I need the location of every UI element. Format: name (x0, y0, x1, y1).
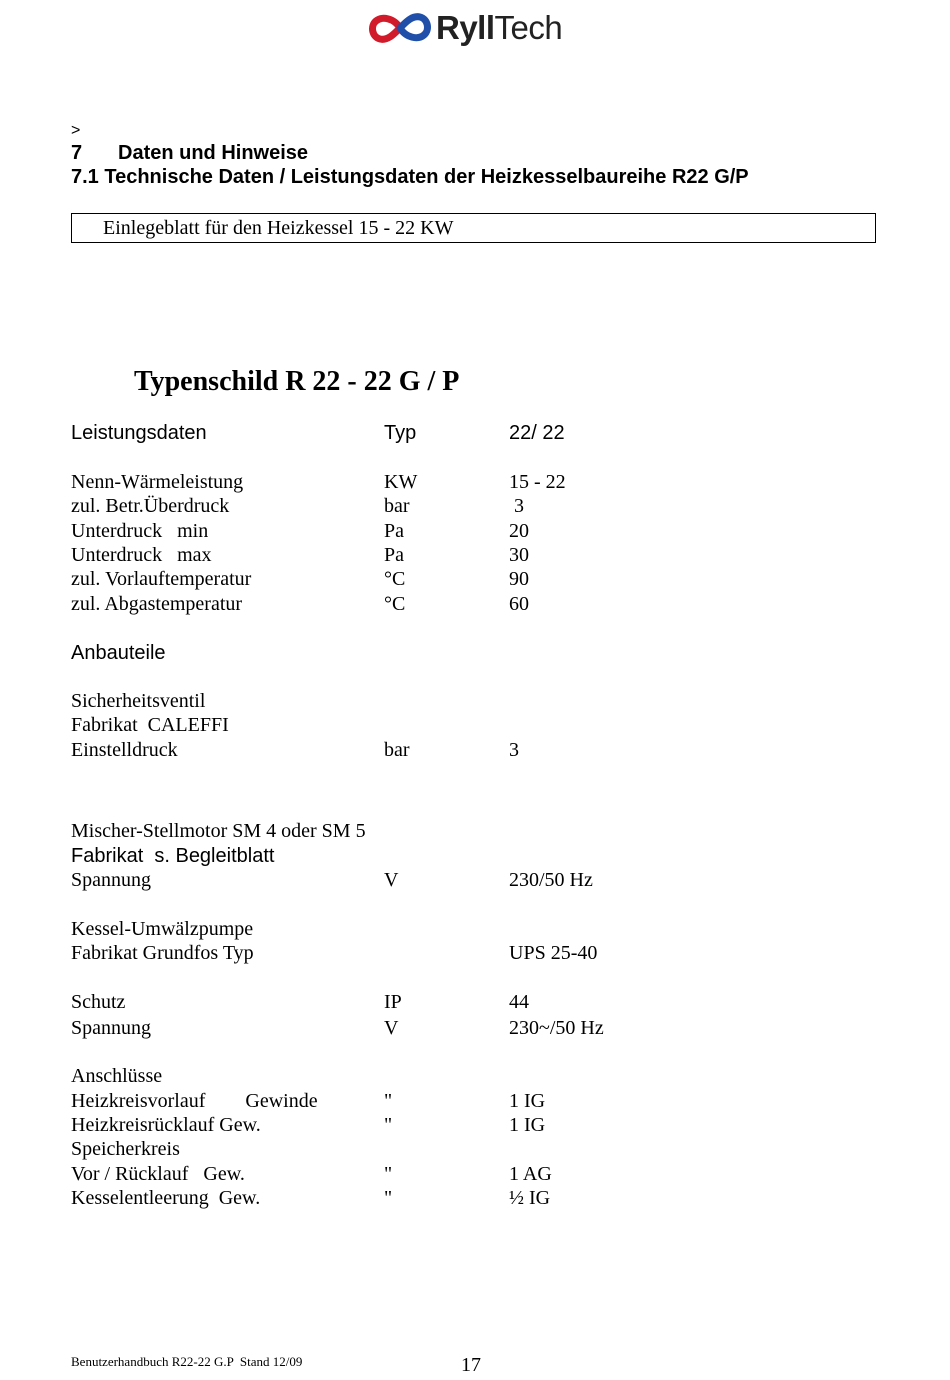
marker-symbol: > (71, 122, 81, 139)
performance-header-unit: Typ (384, 422, 417, 444)
table-row (71, 845, 871, 869)
table-row (71, 1138, 871, 1162)
table-row (71, 1017, 871, 1041)
row-label: Spannung (71, 1017, 151, 1039)
table-row (71, 869, 871, 893)
row-unit: °C (384, 568, 406, 590)
row-value: 3 (509, 739, 519, 761)
ryll-tech-logo (368, 8, 562, 48)
row-label: Fabrikat CALEFFI (71, 714, 229, 736)
section-heading: 7.1 Technische Daten / Leistungsdaten der Heizkesselbaureihe R22 G/P (71, 166, 749, 188)
performance-header-row (71, 422, 871, 446)
row-label: Kesselentleerung Gew. (71, 1187, 261, 1209)
row-unit: " (384, 1090, 393, 1112)
table-row (71, 739, 871, 763)
table-row (71, 690, 871, 714)
row-value: 3 (509, 495, 524, 517)
table-row (71, 918, 871, 942)
row-unit: bar (384, 495, 410, 517)
type-plate-title: Typenschild R 22 - 22 G / P (134, 366, 460, 397)
table-row (71, 1114, 871, 1138)
table-row (71, 991, 871, 1015)
row-unit: KW (384, 471, 418, 493)
row-value: 60 (509, 593, 529, 615)
components-heading: Anbauteile (71, 642, 166, 664)
row-value: 230/50 Hz (509, 869, 593, 891)
row-value: 1 AG (509, 1163, 552, 1185)
row-value: 1 IG (509, 1090, 546, 1112)
row-label: Schutz (71, 991, 126, 1013)
table-row (71, 544, 871, 568)
insert-sheet-box (71, 213, 876, 243)
row-unit: V (384, 1017, 399, 1039)
performance-header-label: Leistungsdaten (71, 422, 207, 444)
row-label: Fabrikat Grundfos Typ (71, 942, 254, 964)
row-label: Mischer-Stellmotor SM 4 oder SM 5 (71, 820, 366, 842)
row-unit: V (384, 869, 399, 891)
row-unit: " (384, 1114, 393, 1136)
row-value: 1 IG (509, 1114, 546, 1136)
table-row (71, 568, 871, 592)
table-row (71, 714, 871, 738)
chapter-heading (71, 142, 308, 165)
row-value: 90 (509, 568, 529, 590)
row-value: 230~/50 Hz (509, 1017, 604, 1039)
row-label: zul. Abgastemperatur (71, 593, 243, 615)
table-row (71, 495, 871, 519)
row-unit: IP (384, 991, 402, 1013)
row-label: Anschlüsse (71, 1065, 163, 1087)
row-label: Unterdruck max (71, 544, 212, 566)
row-unit: " (384, 1187, 393, 1209)
table-row (71, 1065, 871, 1089)
table-row (71, 471, 871, 495)
infinity-logo-icon (368, 11, 432, 45)
table-row (71, 1163, 871, 1187)
row-value: UPS 25-40 (509, 942, 598, 964)
row-value: 15 - 22 (509, 471, 566, 493)
row-value: ½ IG (509, 1187, 551, 1209)
row-unit: Pa (384, 520, 404, 542)
row-unit: bar (384, 739, 410, 761)
row-label: Vor / Rücklauf Gew. (71, 1163, 245, 1185)
row-label: Unterdruck min (71, 520, 209, 542)
row-label: zul. Vorlauftemperatur (71, 568, 252, 590)
row-label: Kessel-Umwälzpumpe (71, 918, 254, 940)
row-unit: °C (384, 593, 406, 615)
page-number: 17 (461, 1354, 481, 1376)
row-value: 20 (509, 520, 529, 542)
table-row (71, 820, 871, 844)
footer-document-info: Benutzerhandbuch R22-22 G.P Stand 12/09 (71, 1354, 303, 1369)
brand-name: RyllTech (436, 9, 563, 46)
table-row (71, 520, 871, 544)
row-label: Einstelldruck (71, 739, 178, 761)
table-row (71, 1090, 871, 1114)
row-label: Spannung (71, 869, 151, 891)
row-label: Sicherheitsventil (71, 690, 206, 712)
chapter-number: 7 (71, 142, 83, 164)
row-label: Nenn-Wärmeleistung (71, 471, 244, 493)
row-label: Heizkreisrücklauf Gew. (71, 1114, 261, 1136)
table-row (71, 1187, 871, 1211)
row-label: zul. Betr.Überdruck (71, 495, 230, 517)
row-label: Fabrikat s. Begleitblatt (71, 845, 275, 867)
row-value: 30 (509, 544, 529, 566)
row-value: 44 (509, 991, 529, 1013)
performance-header-value: 22/ 22 (509, 422, 565, 444)
row-unit: Pa (384, 544, 404, 566)
insert-sheet-text: Einlegeblatt für den Heizkessel 15 - 22 KW (103, 217, 454, 239)
row-label: Speicherkreis (71, 1138, 180, 1160)
chapter-title: Daten und Hinweise (118, 142, 309, 164)
table-row (71, 942, 871, 966)
row-unit: " (384, 1163, 393, 1185)
table-row (71, 593, 871, 617)
row-label: Heizkreisvorlauf Gewinde (71, 1090, 318, 1112)
